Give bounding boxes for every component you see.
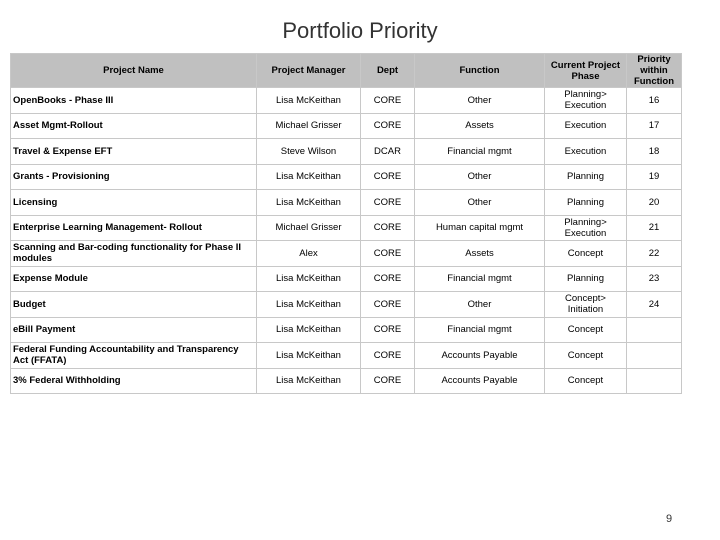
- table-row: [11, 164, 682, 190]
- cell-priority: [627, 317, 682, 343]
- cell-phase: Concept: [545, 368, 627, 394]
- cell-phase: Planning: [545, 190, 627, 216]
- cell-project-manager: Lisa McKeithan: [257, 292, 361, 318]
- cell-dept: CORE: [361, 317, 415, 343]
- cell-phase: Execution: [545, 113, 627, 139]
- cell-phase: Concept: [545, 241, 627, 267]
- cell-project-name: OpenBooks - Phase III: [11, 88, 257, 114]
- cell-project-manager: Lisa McKeithan: [257, 88, 361, 114]
- table-row: [11, 368, 682, 394]
- portfolio-table: [10, 53, 682, 394]
- page-number: 9: [666, 513, 673, 525]
- cell-dept: CORE: [361, 343, 415, 369]
- table-row: [11, 215, 682, 241]
- cell-phase: Planning> Execution: [545, 215, 627, 241]
- cell-dept: CORE: [361, 190, 415, 216]
- cell-project-name: Licensing: [11, 190, 257, 216]
- cell-phase: Concept> Initiation: [545, 292, 627, 318]
- cell-function: Financial mgmt: [415, 317, 545, 343]
- cell-project-name: Federal Funding Accountability and Transparency Act (FFATA): [11, 343, 257, 369]
- cell-project-manager: Lisa McKeithan: [257, 190, 361, 216]
- table-body: [11, 88, 682, 394]
- cell-dept: CORE: [361, 292, 415, 318]
- cell-project-manager: Lisa McKeithan: [257, 317, 361, 343]
- cell-dept: CORE: [361, 164, 415, 190]
- table-row: [11, 190, 682, 216]
- cell-phase: Concept: [545, 343, 627, 369]
- cell-priority: 21: [627, 215, 682, 241]
- cell-phase: Execution: [545, 139, 627, 165]
- cell-project-manager: Lisa McKeithan: [257, 164, 361, 190]
- cell-project-manager: Michael Grisser: [257, 113, 361, 139]
- header-function: Function: [415, 54, 545, 88]
- header-project-name: Project Name: [11, 54, 257, 88]
- cell-priority: 17: [627, 113, 682, 139]
- cell-priority: [627, 368, 682, 394]
- cell-priority: 20: [627, 190, 682, 216]
- cell-function: Other: [415, 292, 545, 318]
- cell-dept: CORE: [361, 88, 415, 114]
- table-row: [11, 88, 682, 114]
- cell-function: Financial mgmt: [415, 139, 545, 165]
- table-row: [11, 139, 682, 165]
- cell-dept: CORE: [361, 215, 415, 241]
- header-project-manager: Project Manager: [257, 54, 361, 88]
- cell-phase: Planning: [545, 164, 627, 190]
- cell-priority: 22: [627, 241, 682, 267]
- cell-project-name: Grants - Provisioning: [11, 164, 257, 190]
- header-phase: Current Project Phase: [545, 54, 627, 88]
- table-row: [11, 343, 682, 369]
- cell-dept: CORE: [361, 266, 415, 292]
- cell-dept: CORE: [361, 368, 415, 394]
- table-row: [11, 266, 682, 292]
- cell-project-name: Asset Mgmt-Rollout: [11, 113, 257, 139]
- cell-project-name: Budget: [11, 292, 257, 318]
- cell-project-name: Scanning and Bar-coding functionality for Phase II modules: [11, 241, 257, 267]
- table-row: [11, 317, 682, 343]
- table-row: [11, 292, 682, 318]
- header-dept: Dept: [361, 54, 415, 88]
- cell-function: Other: [415, 88, 545, 114]
- cell-function: Accounts Payable: [415, 343, 545, 369]
- cell-function: Assets: [415, 241, 545, 267]
- page-title: Portfolio Priority: [282, 18, 438, 43]
- cell-project-name: 3% Federal Withholding: [11, 368, 257, 394]
- table-header-row: [11, 54, 682, 88]
- cell-project-manager: Steve Wilson: [257, 139, 361, 165]
- cell-function: Other: [415, 164, 545, 190]
- table-row: [11, 241, 682, 267]
- cell-project-name: Enterprise Learning Management- Rollout: [11, 215, 257, 241]
- cell-priority: 23: [627, 266, 682, 292]
- cell-function: Assets: [415, 113, 545, 139]
- cell-dept: CORE: [361, 241, 415, 267]
- cell-function: Other: [415, 190, 545, 216]
- cell-phase: Planning> Execution: [545, 88, 627, 114]
- cell-project-manager: Alex: [257, 241, 361, 267]
- cell-priority: [627, 343, 682, 369]
- cell-dept: DCAR: [361, 139, 415, 165]
- cell-function: Accounts Payable: [415, 368, 545, 394]
- cell-project-manager: Lisa McKeithan: [257, 266, 361, 292]
- cell-dept: CORE: [361, 113, 415, 139]
- cell-phase: Planning: [545, 266, 627, 292]
- table-row: [11, 113, 682, 139]
- cell-project-manager: Michael Grisser: [257, 215, 361, 241]
- cell-priority: 18: [627, 139, 682, 165]
- cell-function: Financial mgmt: [415, 266, 545, 292]
- cell-priority: 19: [627, 164, 682, 190]
- cell-project-name: eBill Payment: [11, 317, 257, 343]
- cell-priority: 24: [627, 292, 682, 318]
- cell-project-name: Travel & Expense EFT: [11, 139, 257, 165]
- cell-function: Human capital mgmt: [415, 215, 545, 241]
- cell-phase: Concept: [545, 317, 627, 343]
- cell-project-manager: Lisa McKeithan: [257, 343, 361, 369]
- cell-project-manager: Lisa McKeithan: [257, 368, 361, 394]
- cell-priority: 16: [627, 88, 682, 114]
- header-priority: Priority within Function: [627, 54, 682, 88]
- cell-project-name: Expense Module: [11, 266, 257, 292]
